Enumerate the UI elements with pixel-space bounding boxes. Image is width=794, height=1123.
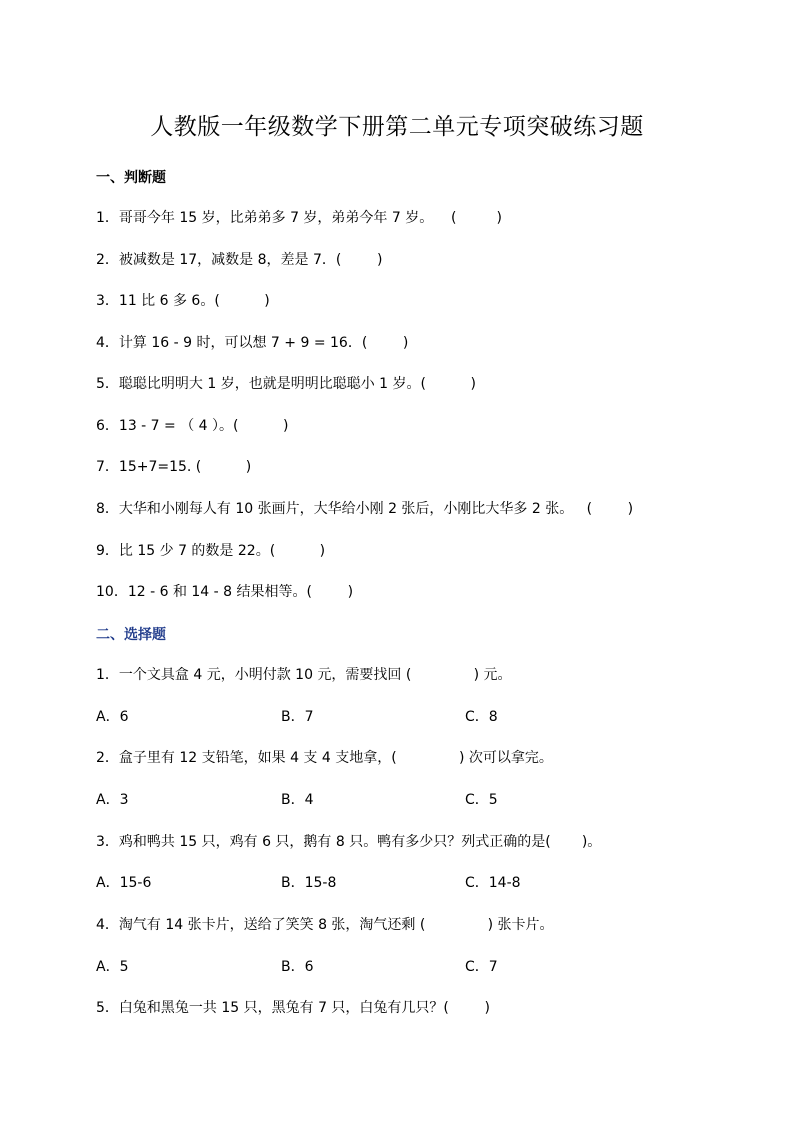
choice-question: 4．淘气有 14 张卡片，送给了笑笑 8 张，淘气还剩 ( ) 张卡片。: [96, 917, 554, 933]
page-title: 人教版一年级数学下册第二单元专项突破练习题: [150, 114, 644, 140]
judge-question: 10．12 - 6 和 14 - 8 结果相等。( ): [96, 584, 354, 600]
judge-question: 9．比 15 少 7 的数是 22。( ): [96, 543, 326, 559]
judge-question: 1．哥哥今年 15 岁，比弟弟多 7 岁，弟弟今年 7 岁。 ( ): [96, 210, 503, 226]
choice-option: B．4: [281, 792, 314, 808]
choice-option: A．6: [96, 709, 129, 725]
judge-question: 8．大华和小刚每人有 10 张画片，大华给小刚 2 张后，小刚比大华多 2 张。 ( ): [96, 501, 634, 517]
judge-question: 4．计算 16 - 9 时，可以想 7 + 9 = 16．( ): [96, 335, 409, 351]
choice-question: 1．一个文具盒 4 元，小明付款 10 元，需要找回 ( ) 元。: [96, 667, 512, 683]
choice-option: C．8: [465, 709, 498, 725]
choice-question: 5．白兔和黑兔一共 15 只，黑兔有 7 只，白兔有几只？( ): [96, 1000, 490, 1016]
choice-option: C．5: [465, 792, 498, 808]
choice-option: B．6: [281, 959, 314, 975]
choice-option: A．3: [96, 792, 129, 808]
choice-question: 2．盒子里有 12 支铅笔，如果 4 支 4 支地拿，( ) 次可以拿完。: [96, 750, 553, 766]
judge-question: 7．15+7=15. ( ): [96, 459, 252, 475]
choice-option: A．15-6: [96, 875, 152, 891]
judge-question: 2．被减数是 17，减数是 8，差是 7．( ): [96, 252, 383, 268]
judge-question: 6．13 - 7 = （ 4 ）。( ): [96, 418, 289, 434]
choice-option: B．7: [281, 709, 314, 725]
choice-option: C．14-8: [465, 875, 521, 891]
choice-option: C．7: [465, 959, 498, 975]
judge-question: 3．11 比 6 多 6。( ): [96, 293, 270, 309]
section-heading-choice: 二、选择题: [96, 627, 166, 643]
choice-option: B．15-8: [281, 875, 337, 891]
choice-option: A．5: [96, 959, 129, 975]
judge-question: 5．聪聪比明明大 1 岁，也就是明明比聪聪小 1 岁。( ): [96, 376, 476, 392]
choice-question: 3．鸡和鸭共 15 只，鸡有 6 只，鹅有 8 只。鸭有多少只？列式正确的是( )。: [96, 834, 602, 850]
section-heading-judge: 一、判断题: [96, 170, 166, 186]
